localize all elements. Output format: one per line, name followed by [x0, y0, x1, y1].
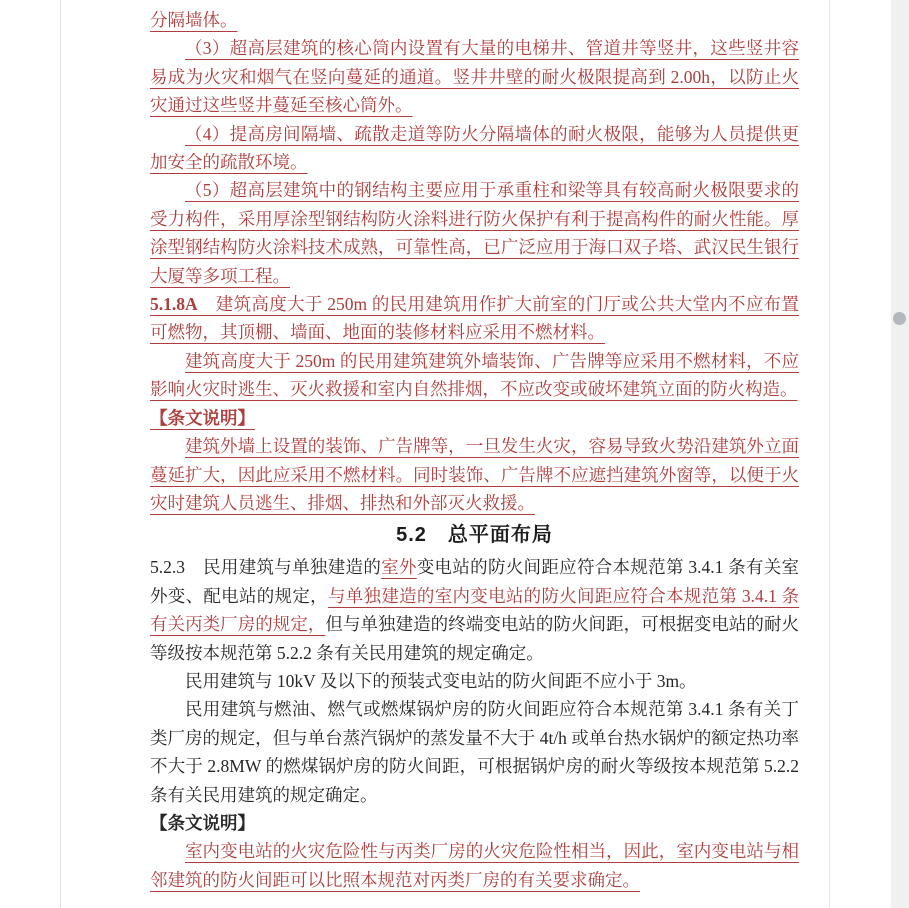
text-run: 民用建筑与燃油、燃气或燃煤锅炉房的防火间距应符合本规范第 3.4.1 条有关丁类厂房的规定，但与单台蒸汽锅炉的蒸发量不大于 4t/h 或单台热水锅炉的额定热功率不大于 2.8MW 的燃煤锅炉房的防火间距，可根据锅炉房的耐火等级按本规范第 5.2.2 条有关民用建筑的规定确定。: [150, 699, 799, 805]
paragraph: [150, 120, 799, 177]
text-run: 建筑高度大于 250m 的民用建筑建筑外墙装饰、广告牌等应采用不燃材料，不应影响火灾时逃生、灭火救援和室内自然排烟，不应改变或破坏建筑立面的防火构造。: [150, 350, 799, 400]
document-page: [60, 0, 830, 908]
paragraph: [150, 695, 799, 809]
text-run: 建筑外墙上设置的装饰、广告牌等，一旦发生火灾，容易导致火势沿建筑外立面蔓延扩大，因此应采用不燃材料。同时装饰、广告牌不应遮挡建筑外窗等，以便于火灾时建筑人员逃生、排烟、排热和外部灭火救援。: [150, 436, 799, 513]
section-heading: 5.2 总平面布局: [396, 524, 553, 547]
paragraph: [150, 34, 799, 119]
text-run: 分隔墙体。: [150, 10, 238, 30]
text-run: 【条文说明】: [150, 407, 255, 428]
paragraph: [150, 837, 799, 894]
text-run: （5）超高层建筑中的钢结构主要应用于承重柱和梁等具有较高耐火极限要求的受力构件，采用厚涂型钢结构防火涂料进行防火保护有利于提高构件的耐火性能。厚涂型钢结构防火涂料技术成熟，可靠性高，已广泛应用于海口双子塔、武汉民生银行大厦等多项工程。: [150, 180, 799, 286]
paragraph: [150, 6, 799, 34]
scrollbar-track[interactable]: [891, 0, 909, 908]
paragraph: [150, 176, 799, 290]
scrollbar-thumb[interactable]: [893, 312, 906, 325]
paragraph: [150, 347, 799, 404]
text-run: 【条文说明】: [150, 812, 255, 833]
clause-explanation-label: [150, 809, 799, 837]
text-run: 5.2.3 民用建筑与单独建造的: [150, 557, 382, 578]
text-run: 与单独建造的室内变电站的防火间距应符合本规范第 3.4.1 条有关丙类厂房的规定，: [150, 585, 800, 635]
text-run: 民用建筑与 10kV 及以下的预装式变电站的防火间距不应小于 3m。: [185, 670, 697, 691]
paragraph-clause-5-1-8A: [150, 290, 799, 347]
text-run: 室外: [381, 557, 417, 578]
text-run: （3）超高层建筑的核心筒内设置有大量的电梯井、管道井等竖井，这些竖井容易成为火灾和烟气在竖向蔓延的通道。竖井井壁的耐火极限提高到 2.00h，以防止火灾通过这些竖井蔓延至核心筒外。: [150, 38, 799, 116]
paragraph-clause-5-2-3: [150, 553, 799, 667]
text-run: 室内变电站的火灾危险性与丙类厂房的火灾危险性相当，因此，室内变电站与相邻建筑的防火间距可以比照本规范对丙类厂房的有关要求确定。: [150, 841, 799, 890]
paragraph: [150, 432, 799, 517]
clause-explanation-label: [150, 404, 799, 432]
text-run: （4）提高房间隔墙、疏散走道等防火分隔墙体的耐火极限，能够为人员提供更加安全的疏散环境。: [150, 123, 799, 173]
text-run: 但与单独建造的终端变电站的防火间距，可根据变电站的耐火等级按本规范第 5.2.2 条有关民用建筑的规定确定。: [150, 614, 800, 663]
text-run: 建筑高度大于 250m 的民用建筑用作扩大前室的门厅或公共大堂内不应布置可燃物，其顶棚、墙面、地面的装修材料应采用不燃材料。: [150, 294, 799, 343]
paragraph: [150, 667, 799, 695]
clause-number: 5.1.8A: [150, 294, 198, 315]
text-run: 变电站的防火间距应符合本规范第 3.4.1 条有关室外变、配电站的规定，: [150, 557, 800, 606]
document-body: [61, 0, 829, 894]
